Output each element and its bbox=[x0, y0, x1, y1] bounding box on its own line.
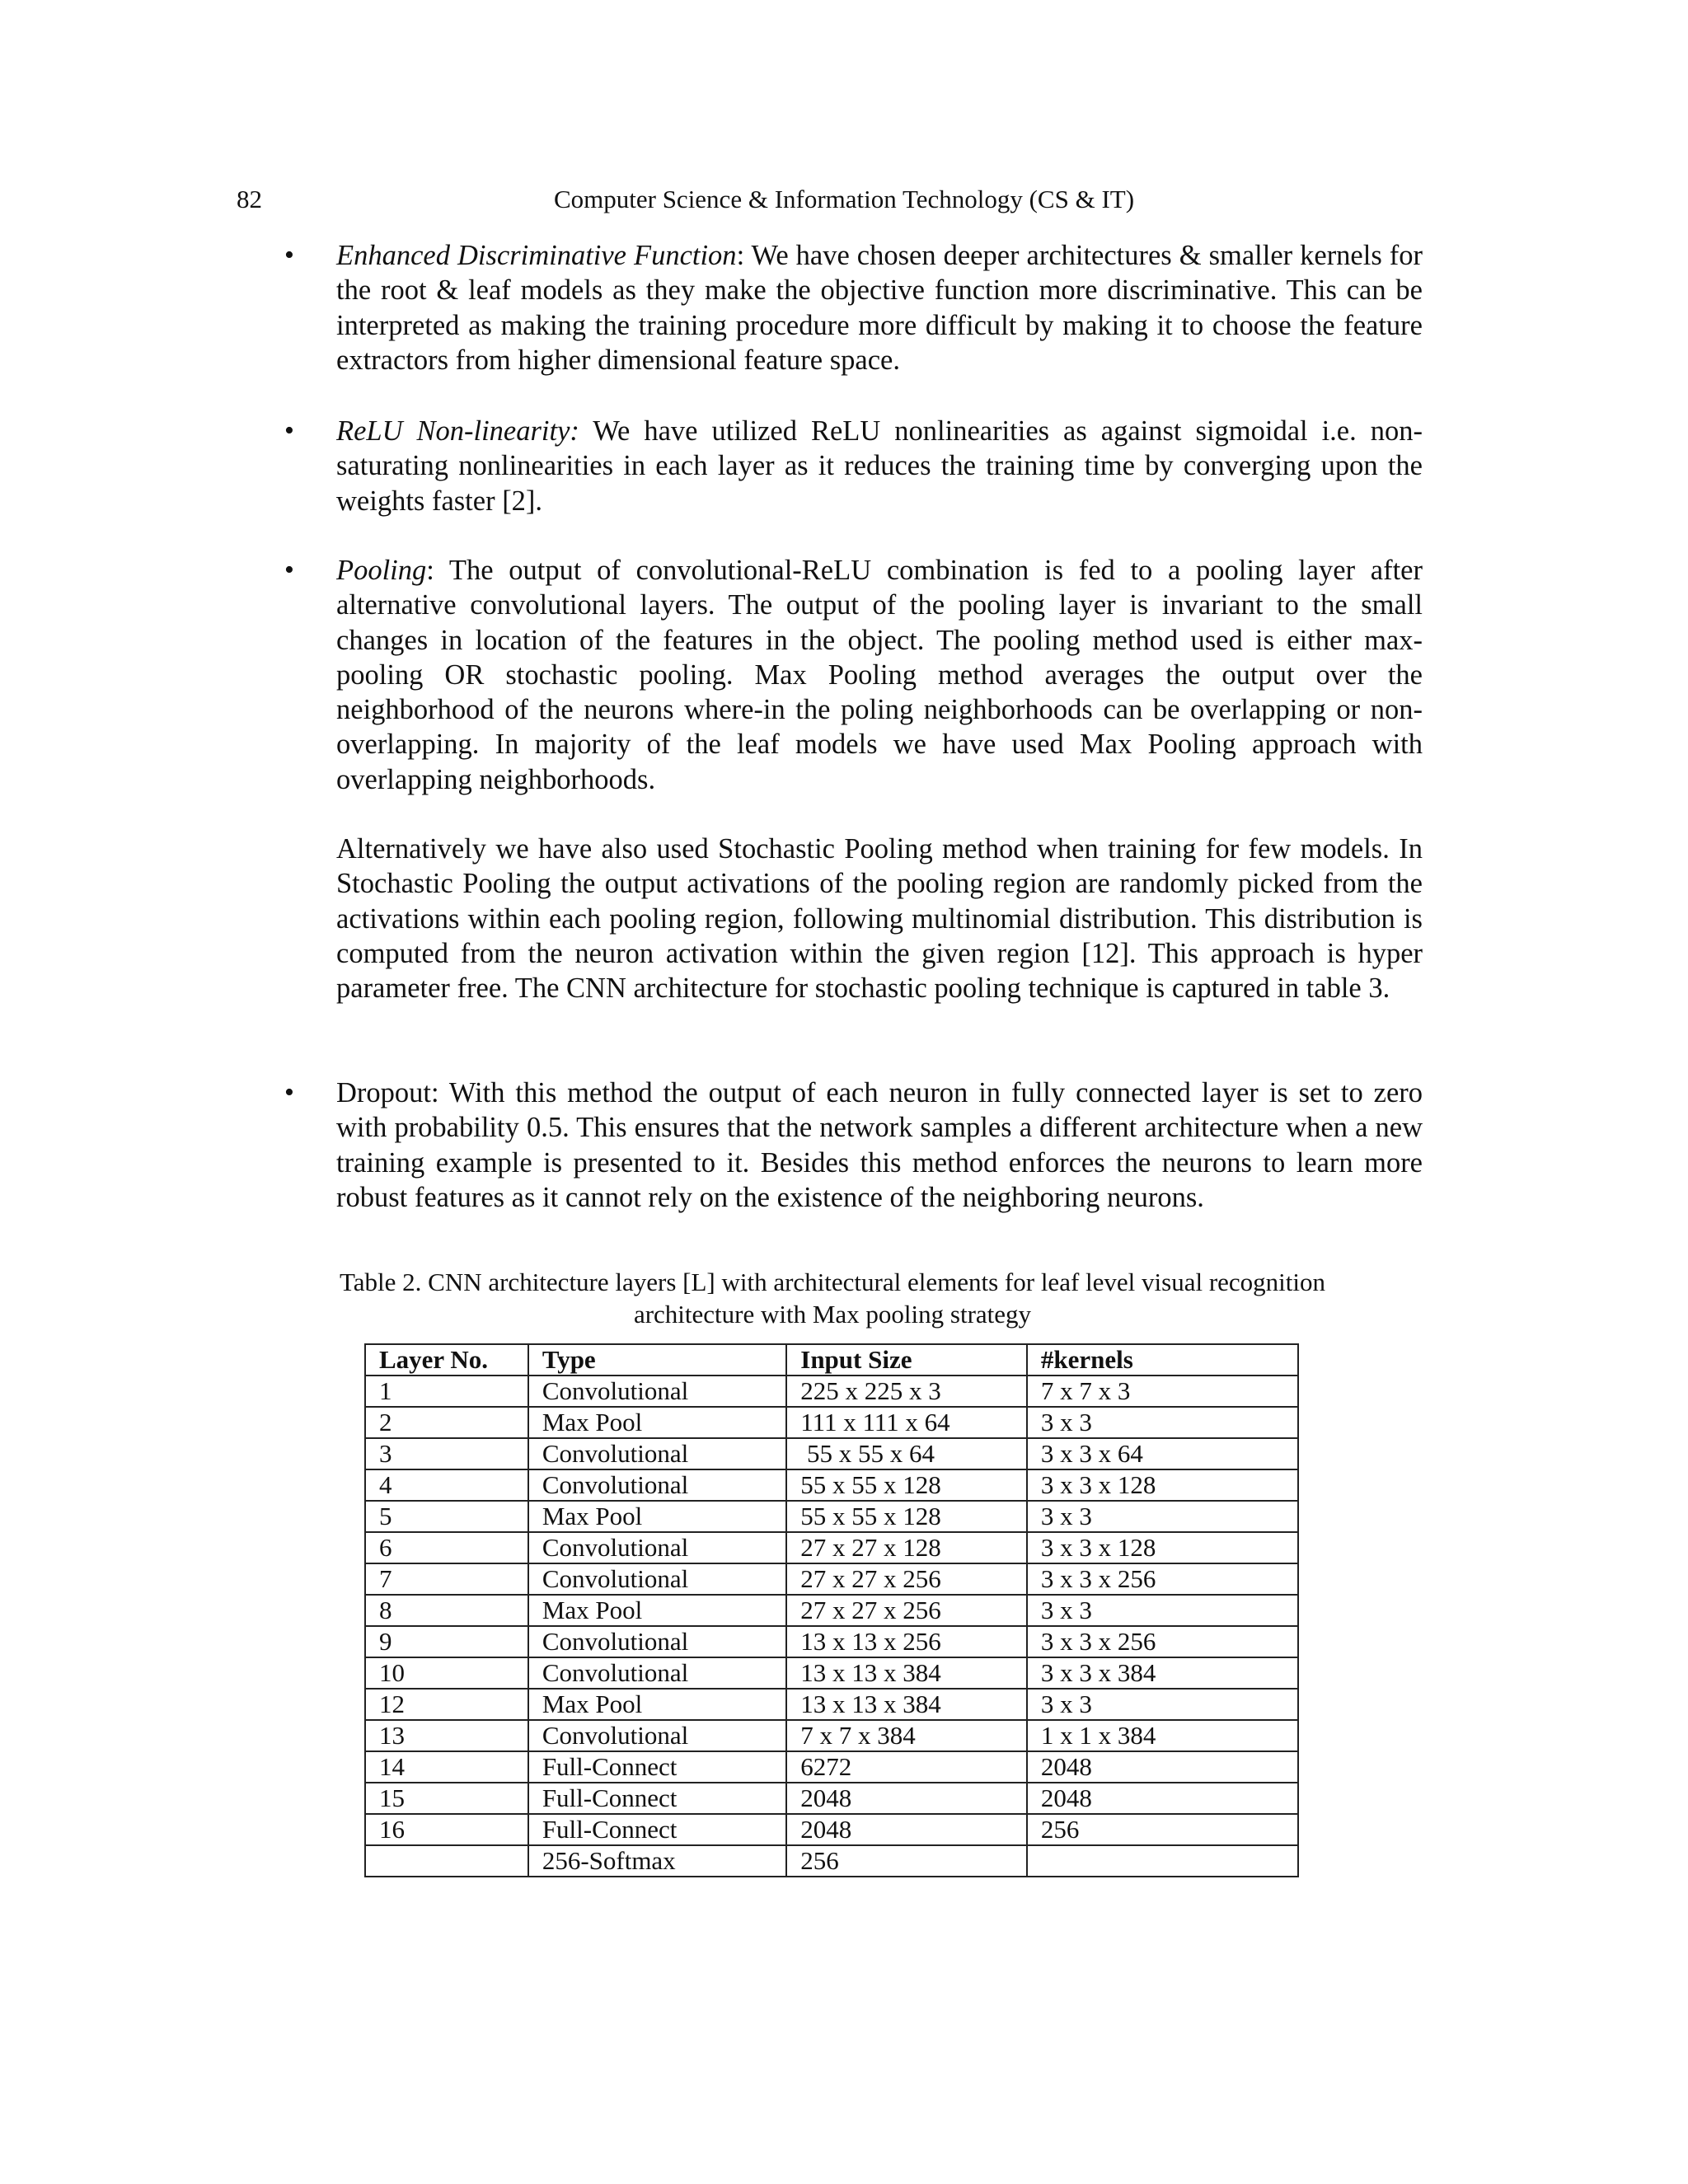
cell-input-size: 13 x 13 x 384 bbox=[786, 1689, 1027, 1720]
cell-input-size: 2048 bbox=[786, 1783, 1027, 1814]
header-type: Type bbox=[528, 1344, 786, 1376]
cell-input-size: 2048 bbox=[786, 1814, 1027, 1845]
table-row bbox=[365, 1407, 1298, 1438]
bullet-text: We have chosen deeper architectures & smaller kernels for the root & leaf models as they make the objective function more discriminative. This can be interpreted as making the training procedure more difficult by making it to choose the feature extractors from higher dimensional feature space. bbox=[336, 240, 1423, 376]
cell-input-size: 256 bbox=[786, 1845, 1027, 1877]
table-row bbox=[365, 1689, 1298, 1720]
table-row bbox=[365, 1501, 1298, 1532]
bullet-term: Pooling bbox=[336, 555, 427, 586]
cell-kernels: 3 x 3 bbox=[1027, 1689, 1298, 1720]
cell-kernels bbox=[1027, 1845, 1298, 1877]
cell-layer-no: 15 bbox=[365, 1783, 528, 1814]
table-caption-line-2: architecture with Max pooling strategy bbox=[633, 1300, 1032, 1329]
cell-layer-no bbox=[365, 1845, 528, 1877]
cell-input-size: 111 x 111 x 64 bbox=[786, 1407, 1027, 1438]
cell-type: Convolutional bbox=[528, 1626, 786, 1657]
header-input-size: Input Size bbox=[786, 1344, 1027, 1376]
cell-layer-no: 5 bbox=[365, 1501, 528, 1532]
cell-input-size: 27 x 27 x 128 bbox=[786, 1532, 1027, 1563]
cell-type: Max Pool bbox=[528, 1689, 786, 1720]
bullet-marker: • bbox=[284, 240, 294, 270]
header-kernels: #kernels bbox=[1027, 1344, 1298, 1376]
table-row bbox=[365, 1563, 1298, 1595]
cell-layer-no: 14 bbox=[365, 1751, 528, 1783]
cell-type: Full-Connect bbox=[528, 1783, 786, 1814]
header-layer-no: Layer No. bbox=[365, 1344, 528, 1376]
cell-type: Convolutional bbox=[528, 1720, 786, 1751]
table-header-row bbox=[365, 1344, 1298, 1376]
cell-kernels: 7 x 7 x 3 bbox=[1027, 1376, 1298, 1407]
cell-layer-no: 12 bbox=[365, 1689, 528, 1720]
cell-layer-no: 7 bbox=[365, 1563, 528, 1595]
cell-input-size: 55 x 55 x 64 bbox=[786, 1438, 1027, 1469]
bullet-term: ReLU Non-linearity: bbox=[336, 415, 579, 447]
bullet-paragraph-dropout: Dropout: With this method the output of each neuron in fully connected layer is set to zero with probability 0.5. This ensures that the network samples a different architecture when a new training example is presented to it. Besides this method enforces the neurons to learn more robust features as it cannot rely on the existence of the neighboring neurons. bbox=[336, 1077, 1423, 1213]
bullet-text: We have utilized ReLU nonlinearities as against sigmoidal i.e. non-saturating nonlinearities in each layer as it reduces the training time by converging upon the weights faster [2]. bbox=[336, 415, 1423, 517]
cell-type: Convolutional bbox=[528, 1563, 786, 1595]
bullet-term: Enhanced Discriminative Function bbox=[336, 240, 737, 271]
cell-kernels: 256 bbox=[1027, 1814, 1298, 1845]
cell-input-size: 55 x 55 x 128 bbox=[786, 1469, 1027, 1501]
cell-kernels: 3 x 3 bbox=[1027, 1501, 1298, 1532]
cell-layer-no: 3 bbox=[365, 1438, 528, 1469]
bullet-term-suffix: : bbox=[736, 240, 745, 271]
cell-layer-no: 4 bbox=[365, 1469, 528, 1501]
cell-layer-no: 13 bbox=[365, 1720, 528, 1751]
table-caption bbox=[272, 1266, 1393, 1330]
table-row bbox=[365, 1532, 1298, 1563]
bullet-marker: • bbox=[284, 415, 294, 446]
bullet-marker: • bbox=[284, 555, 294, 585]
cell-kernels: 1 x 1 x 384 bbox=[1027, 1720, 1298, 1751]
table-row bbox=[365, 1595, 1298, 1626]
bullet-marker: • bbox=[284, 1077, 294, 1108]
cell-kernels: 3 x 3 x 64 bbox=[1027, 1438, 1298, 1469]
cell-layer-no: 10 bbox=[365, 1657, 528, 1689]
cell-type: Convolutional bbox=[528, 1657, 786, 1689]
cell-type: Convolutional bbox=[528, 1469, 786, 1501]
table-caption-line-1: Table 2. CNN architecture layers [L] with architectural elements for leaf level visual recognition bbox=[340, 1268, 1325, 1296]
cell-kernels: 3 x 3 x 256 bbox=[1027, 1626, 1298, 1657]
bullet-paragraph-pooling bbox=[336, 553, 1423, 797]
table-row bbox=[365, 1657, 1298, 1689]
bullet-paragraph-enhanced-discriminative bbox=[336, 238, 1423, 377]
cell-type: 256-Softmax bbox=[528, 1845, 786, 1877]
cell-layer-no: 6 bbox=[365, 1532, 528, 1563]
page-number: 82 bbox=[237, 185, 262, 213]
cell-input-size: 55 x 55 x 128 bbox=[786, 1501, 1027, 1532]
table-row bbox=[365, 1751, 1298, 1783]
running-header: Computer Science & Information Technology (CS & IT) bbox=[553, 185, 1135, 213]
cell-kernels: 3 x 3 x 128 bbox=[1027, 1532, 1298, 1563]
cell-layer-no: 16 bbox=[365, 1814, 528, 1845]
cell-input-size: 13 x 13 x 256 bbox=[786, 1626, 1027, 1657]
cell-kernels: 2048 bbox=[1027, 1751, 1298, 1783]
table-row bbox=[365, 1469, 1298, 1501]
table-row bbox=[365, 1814, 1298, 1845]
cell-kernels: 3 x 3 x 256 bbox=[1027, 1563, 1298, 1595]
cell-type: Convolutional bbox=[528, 1376, 786, 1407]
cell-input-size: 6272 bbox=[786, 1751, 1027, 1783]
cell-kernels: 3 x 3 x 384 bbox=[1027, 1657, 1298, 1689]
cell-type: Convolutional bbox=[528, 1532, 786, 1563]
cell-type: Full-Connect bbox=[528, 1814, 786, 1845]
table-row bbox=[365, 1438, 1298, 1469]
cell-input-size: 13 x 13 x 384 bbox=[786, 1657, 1027, 1689]
cell-type: Max Pool bbox=[528, 1595, 786, 1626]
cell-kernels: 3 x 3 x 128 bbox=[1027, 1469, 1298, 1501]
cell-type: Max Pool bbox=[528, 1407, 786, 1438]
table-row bbox=[365, 1720, 1298, 1751]
cell-kernels: 3 x 3 bbox=[1027, 1595, 1298, 1626]
table-row bbox=[365, 1783, 1298, 1814]
cell-type: Convolutional bbox=[528, 1438, 786, 1469]
architecture-table bbox=[364, 1343, 1299, 1877]
cell-type: Max Pool bbox=[528, 1501, 786, 1532]
cell-layer-no: 9 bbox=[365, 1626, 528, 1657]
pooling-continuation-text: Alternatively we have also used Stochastic Pooling method when training for few models. In Stochastic Pooling the output activations of the pooling region are randomly picked from the activations within each pooling region, following multinomial distribution. This distribution is computed from the neuron activation within the given region [12]. This approach is hyper parameter free. The CNN architecture for stochastic pooling technique is captured in table 3. bbox=[336, 833, 1423, 1005]
table-row bbox=[365, 1376, 1298, 1407]
cell-layer-no: 8 bbox=[365, 1595, 528, 1626]
table-row bbox=[365, 1845, 1298, 1877]
cell-type: Full-Connect bbox=[528, 1751, 786, 1783]
cell-layer-no: 1 bbox=[365, 1376, 528, 1407]
cell-input-size: 225 x 225 x 3 bbox=[786, 1376, 1027, 1407]
cell-input-size: 27 x 27 x 256 bbox=[786, 1595, 1027, 1626]
cell-kernels: 2048 bbox=[1027, 1783, 1298, 1814]
cell-input-size: 7 x 7 x 384 bbox=[786, 1720, 1027, 1751]
cell-input-size: 27 x 27 x 256 bbox=[786, 1563, 1027, 1595]
bullet-term-suffix: : bbox=[426, 555, 434, 586]
cell-kernels: 3 x 3 bbox=[1027, 1407, 1298, 1438]
bullet-text: The output of convolutional-ReLU combination is fed to a pooling layer after alternative convolutional layers. The output of the pooling layer is invariant to the small changes in location of the features in the object. The pooling method used is either max-pooling OR stochastic pooling. Max Pooling method averages the output over the neighborhood of the neurons where-in the poling neighborhoods can be overlapping or non-overlapping. In majority of the leaf models we have used Max Pooling approach with overlapping neighborhoods. bbox=[336, 555, 1423, 795]
table-row bbox=[365, 1626, 1298, 1657]
bullet-paragraph-relu bbox=[336, 414, 1423, 518]
cell-layer-no: 2 bbox=[365, 1407, 528, 1438]
